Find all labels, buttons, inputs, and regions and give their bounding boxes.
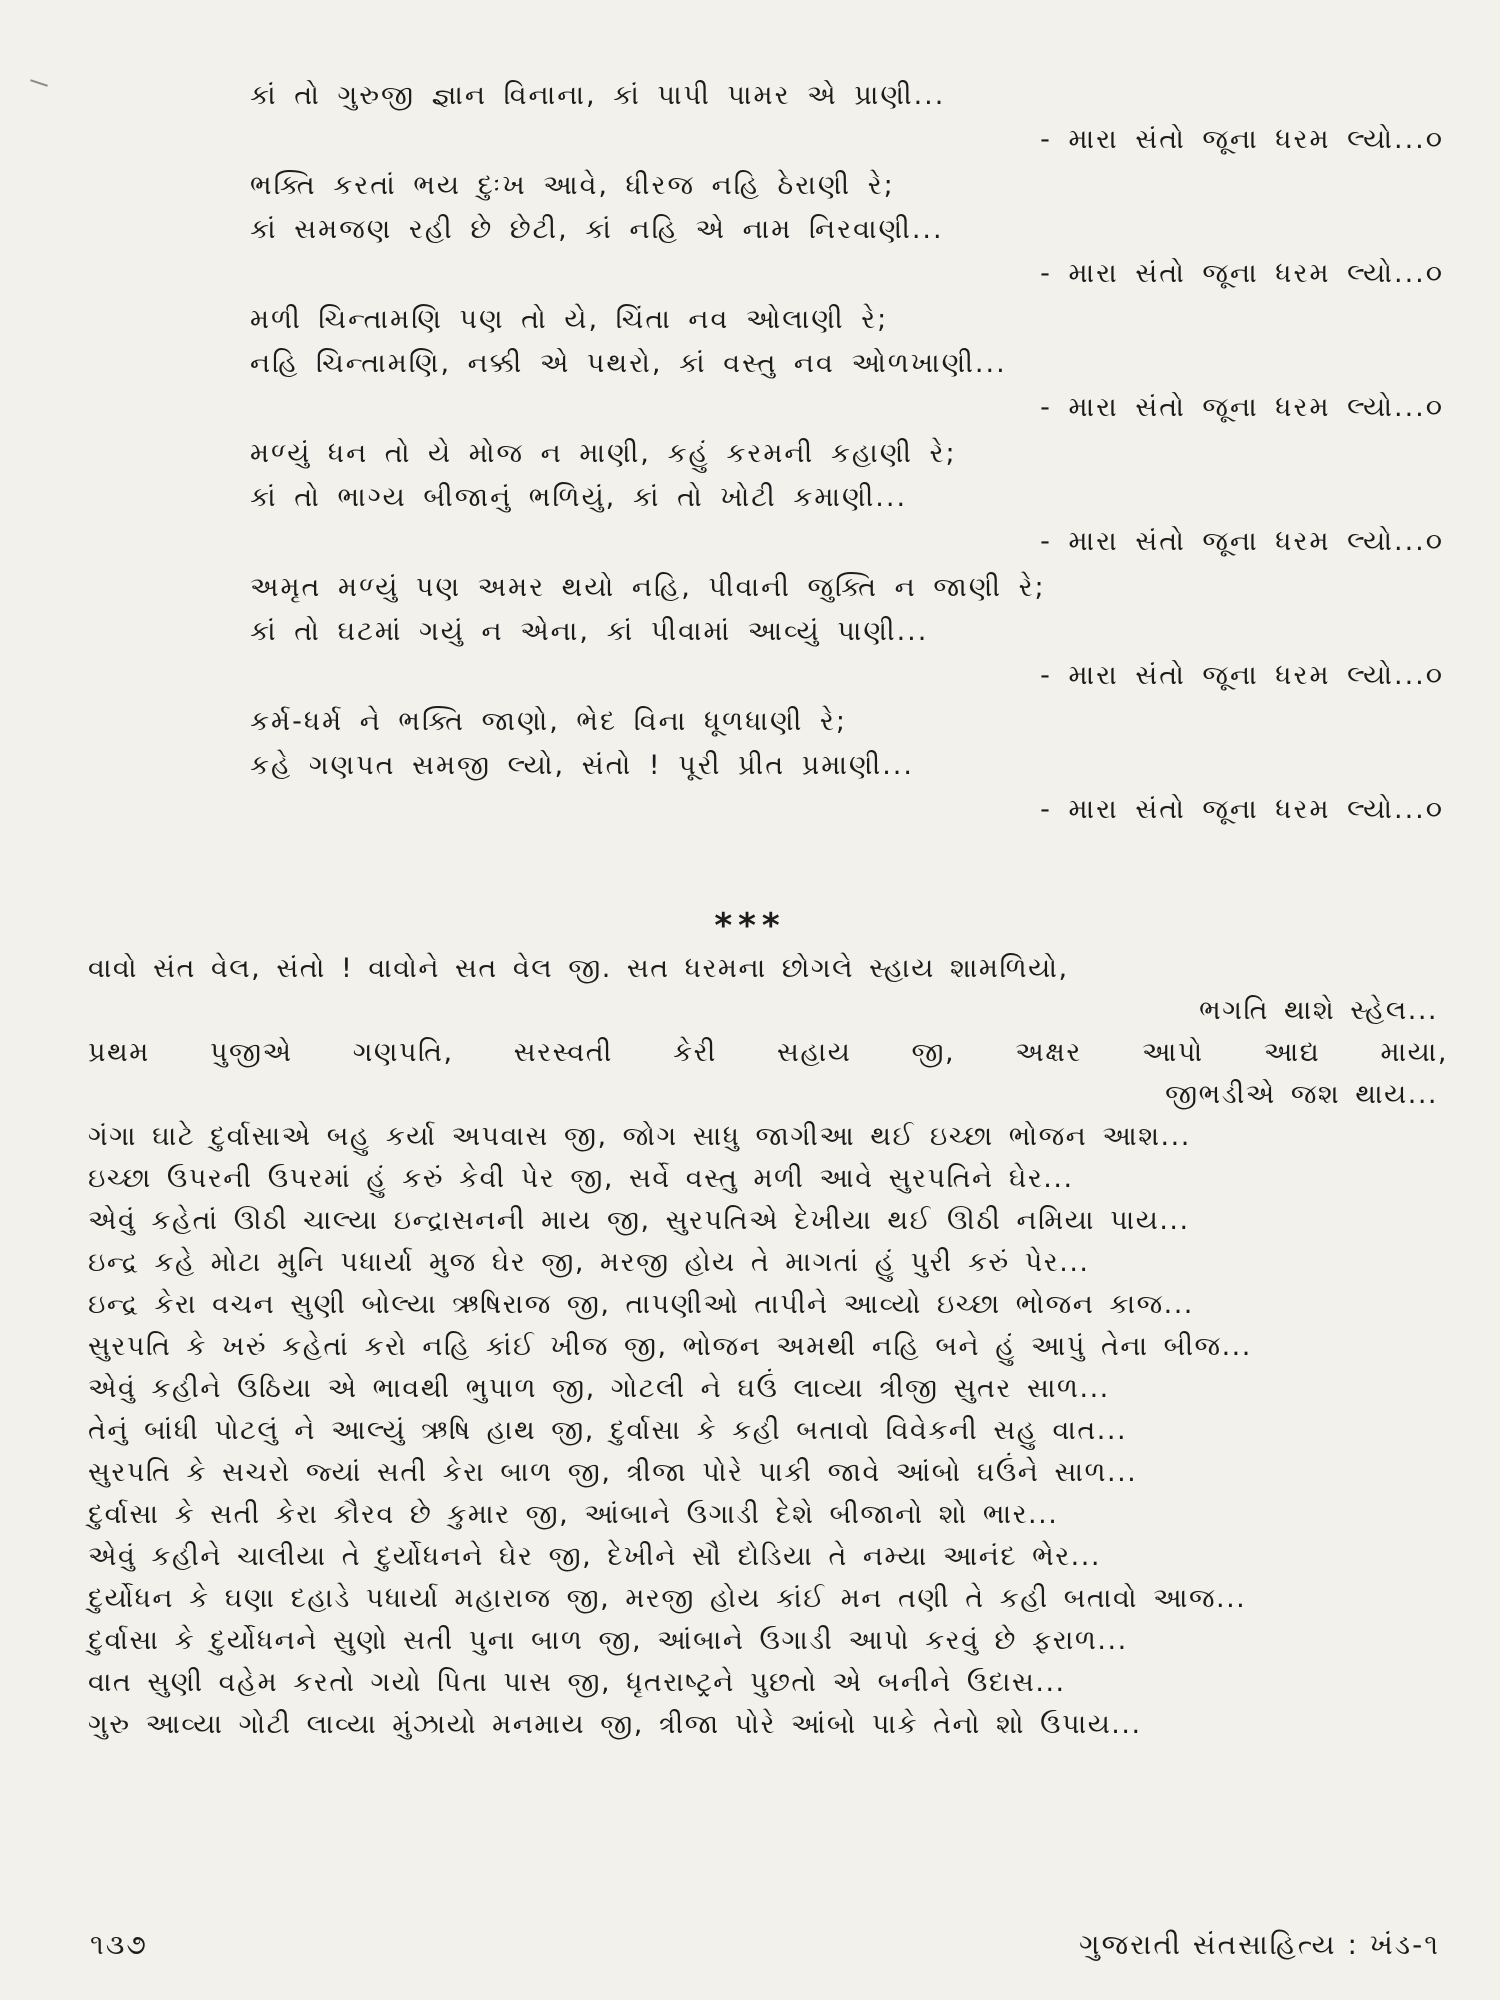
stanza [250, 700, 1450, 832]
verse-line: નહિ ચિન્તામણિ, નક્કી એ પથરો, કાં વસ્તુ નવ ઓળખાણી... [250, 348, 1007, 379]
stanza [250, 298, 1450, 430]
stanza [250, 566, 1450, 698]
verse-line: કાં સમજણ રહી છે છેટી, કાં નહિ એ નામ નિરવાણી... [250, 214, 944, 245]
stanza [250, 74, 1450, 162]
verse-continuation: ભગતિ થાશે સ્હેલ... [1199, 995, 1438, 1026]
refrain-line: - મારા સંતો જૂના ધરમ લ્યો...૦ [1040, 124, 1444, 155]
refrain-line: - મારા સંતો જૂના ધરમ લ્યો...૦ [1040, 660, 1444, 691]
refrain-line: - મારા સંતો જૂના ધરમ લ્યો...૦ [1040, 526, 1444, 557]
running-title: ગુજરાતી સંતસાહિત્ય : ખંડ-૧ [1079, 1928, 1440, 1961]
verse-line: ગુરુ આવ્યા ગોટી લાવ્યા મુંઝાયો મનમાય જી, ત્રીજા પોરે આંબો પાકે તેનો શો ઉપાય... [88, 1709, 1142, 1740]
page-number: ૧૩૭ [90, 1928, 148, 1961]
verse-line: વાત સુણી વહેમ કરતો ગયો પિતા પાસ જી, ધૃતરાષ્ટ્રને પુછતો એ બનીને ઉદાસ... [88, 1667, 1066, 1698]
refrain-line: - મારા સંતો જૂના ધરમ લ્યો...૦ [1040, 794, 1444, 825]
verse-line: તેનું બાંધી પોટલું ને આલ્યું ઋષિ હાથ જી, દુર્વાસા કે કહી બતાવો વિવેકની સહુ વાત... [88, 1415, 1128, 1446]
verse-continuation: જીભડીએ જશ થાય... [1165, 1079, 1438, 1110]
verse-line: ભક્તિ કરતાં ભય દુઃખ આવે, ધીરજ નહિ ઠેરાણી રે; [250, 170, 895, 201]
verse-line: દુર્વાસા કે સતી કેરા કૌરવ છે કુમાર જી, આંબાને ઉગાડી દેશે બીજાનો શો ભાર... [88, 1499, 1059, 1530]
section-separator: *** [714, 906, 786, 946]
verse-line: દુર્યોધન કે ઘણા દહાડે પધાર્યા મહારાજ જી, મરજી હોય કાંઈ મન તણી તે કહી બતાવો આજ... [88, 1583, 1247, 1614]
verse-line: અમૃત મળ્યું પણ અમર થયો નહિ, પીવાની જુક્તિ ન જાણી રે; [250, 572, 1046, 603]
verse-line: ઇચ્છા ઉપરની ઉપરમાં હું કરું કેવી પેર જી, સર્વે વસ્તુ મળી આવે સુરપતિને ઘેર... [88, 1163, 1074, 1194]
verse-line: કાં તો ગુરુજી જ્ઞાન વિનાના, કાં પાપી પામર એ પ્રાણી... [250, 80, 946, 111]
verse-line: કર્મ-ધર્મ ને ભક્તિ જાણો, ભેદ વિના ધૂળધાણી રે; [250, 706, 847, 737]
stanza [250, 432, 1450, 564]
verse-line: દુર્વાસા કે દુર્યોધનને સુણો સતી પુના બાળ જી, આંબાને ઉગાડી આપો કરવું છે ફરાળ... [88, 1625, 1128, 1656]
verse-line: એવું કહેતાં ઊઠી ચાલ્યા ઇન્દ્રાસનની માય જી, સુરપતિએ દેખીયા થઈ ઊઠી નમિયા પાય... [88, 1205, 1190, 1236]
verse-line: ઇન્દ્ર કેરા વચન સુણી બોલ્યા ઋષિરાજ જી, તાપણીઓ તાપીને આવ્યો ઇચ્છા ભોજન કાજ... [88, 1289, 1194, 1320]
verse-line: કાં તો ભાગ્ય બીજાનું ભળિયું, કાં તો ખોટી કમાણી... [250, 482, 908, 513]
verse-line: કાં તો ઘટમાં ગયું ન એના, કાં પીવામાં આવ્યું પાણી... [250, 616, 929, 647]
scan-mark [30, 79, 48, 86]
verse-line: સુરપતિ કે સચરો જ્યાં સતી કેરા બાળ જી, ત્રીજા પોરે પાકી જાવે આંબો ઘઉંને સાળ... [88, 1457, 1138, 1488]
stanza [250, 164, 1450, 296]
verse-line: ઇન્દ્ર કહે મોટા મુનિ પધાર્યા મુજ ઘેર જી, મરજી હોય તે માગતાં હું પુરી કરું પેર... [88, 1247, 1090, 1278]
verse-line: મળ્યું ધન તો યે મોજ ન માણી, કહું કરમની કહાણી રે; [250, 438, 957, 469]
poem-one [250, 74, 1450, 834]
verse-line: પ્રથમ પુજીએ ગણપતિ, સરસ્વતી કેરી સહાય જી, અક્ષર આપો આદ્ય માયા, [88, 1037, 1448, 1068]
verse-line: સુરપતિ કે ખરું કહેતાં કરો નહિ કાંઈ ખીજ જી, ભોજન અમથી નહિ બને હું આપું તેના બીજ... [88, 1331, 1252, 1362]
verse-line: વાવો સંત વેલ, સંતો ! વાવોને સત વેલ જી. સત ધરમના છોગલે સ્હાય શામળિયો, [88, 953, 1069, 984]
refrain-line: - મારા સંતો જૂના ધરમ લ્યો...૦ [1040, 258, 1444, 289]
verse-line: એવું કહીને ઉઠિયા એ ભાવથી ભુપાળ જી, ગોટલી ને ઘઉં લાવ્યા ત્રીજી સુતર સાળ... [88, 1373, 1110, 1404]
verse-line: મળી ચિન્તામણિ પણ તો યે, ચિંતા નવ ઓલાણી રે; [250, 304, 889, 335]
verse-line: એવું કહીને ચાલીયા તે દુર્યોધનને ઘેર જી, દેખીને સૌ દોડિયા તે નમ્યા આનંદ ભેર... [88, 1541, 1101, 1572]
poem-two [88, 948, 1448, 1746]
verse-line: ગંગા ઘાટે દુર્વાસાએ બહુ કર્યા અપવાસ જી, જોગ સાધુ જાગીઆ થઈ ઇચ્છા ભોજન આશ... [88, 1121, 1191, 1152]
verse-line: કહે ગણપત સમજી લ્યો, સંતો ! પૂરી પ્રીત પ્રમાણી... [250, 750, 914, 781]
refrain-line: - મારા સંતો જૂના ધરમ લ્યો...૦ [1040, 392, 1444, 423]
